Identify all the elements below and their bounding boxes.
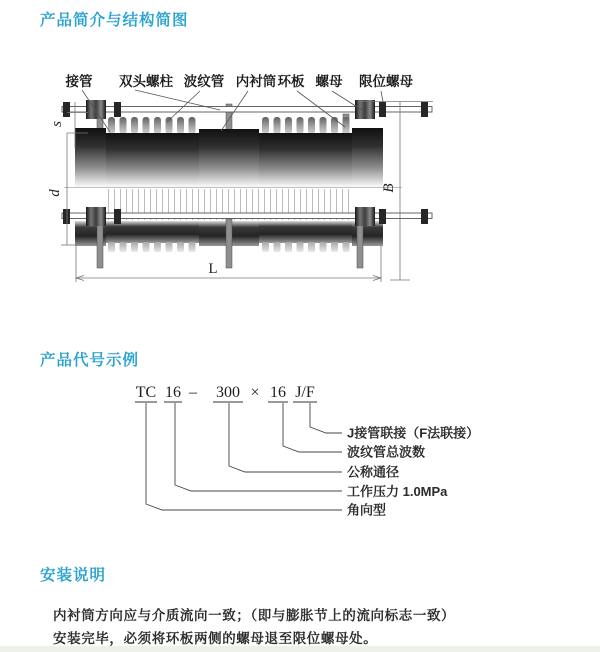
callout-nominal-diameter: 公称通径 (347, 464, 400, 480)
page-bottom-strip (0, 646, 600, 652)
part-label-nut: 螺母 (315, 74, 343, 89)
part-label-connection-pipe: 接管 (65, 74, 93, 89)
dim-label-b: B (381, 183, 397, 193)
code-segment-times: × (250, 384, 260, 401)
callout-connection: J接管联接（F法联接） (347, 425, 480, 441)
part-label-ring-plate: 环板 (277, 74, 305, 89)
expansion-joint-lower-half (75, 219, 383, 268)
product-code-diagram (0, 375, 600, 530)
install-instruction-line-2: 安装完毕，必须将环板两侧的螺母退至限位螺母处。 (53, 631, 378, 646)
part-label-limit-nut: 限位螺母 (359, 74, 413, 89)
part-label-stud: 双头螺柱 (119, 74, 173, 89)
code-segment-diameter: 300 (216, 384, 240, 401)
code-connectors (146, 403, 342, 510)
install-instruction-line-1: 内衬筒方向应与介质流向一致；（即与膨胀节上的流向标志一致） (53, 608, 456, 623)
callout-angular-type: 角向型 (347, 502, 387, 518)
code-segment-waves: 16 (270, 384, 286, 401)
section-title-intro: 产品简介与结构简图 (40, 12, 189, 29)
code-segment-type: TC (135, 384, 157, 401)
dim-label-l: L (208, 261, 218, 277)
callout-working-pressure: 工作压力 1.0MPa (347, 484, 448, 499)
code-segment-pressure: 16 (165, 384, 181, 401)
part-label-bellows: 波纹管 (183, 74, 225, 89)
section-title-code: 产品代号示例 (40, 352, 140, 369)
dim-label-s: s (49, 121, 65, 127)
part-label-liner: 内衬筒 (235, 74, 277, 89)
code-segment-dash: – (189, 384, 197, 401)
callout-wave-count: 波纹管总波数 (347, 444, 426, 460)
dim-label-d: d (47, 189, 63, 197)
section-title-install: 安装说明 (40, 567, 107, 584)
structure-diagram (0, 60, 600, 320)
code-segment-connection: J/F (295, 384, 315, 401)
